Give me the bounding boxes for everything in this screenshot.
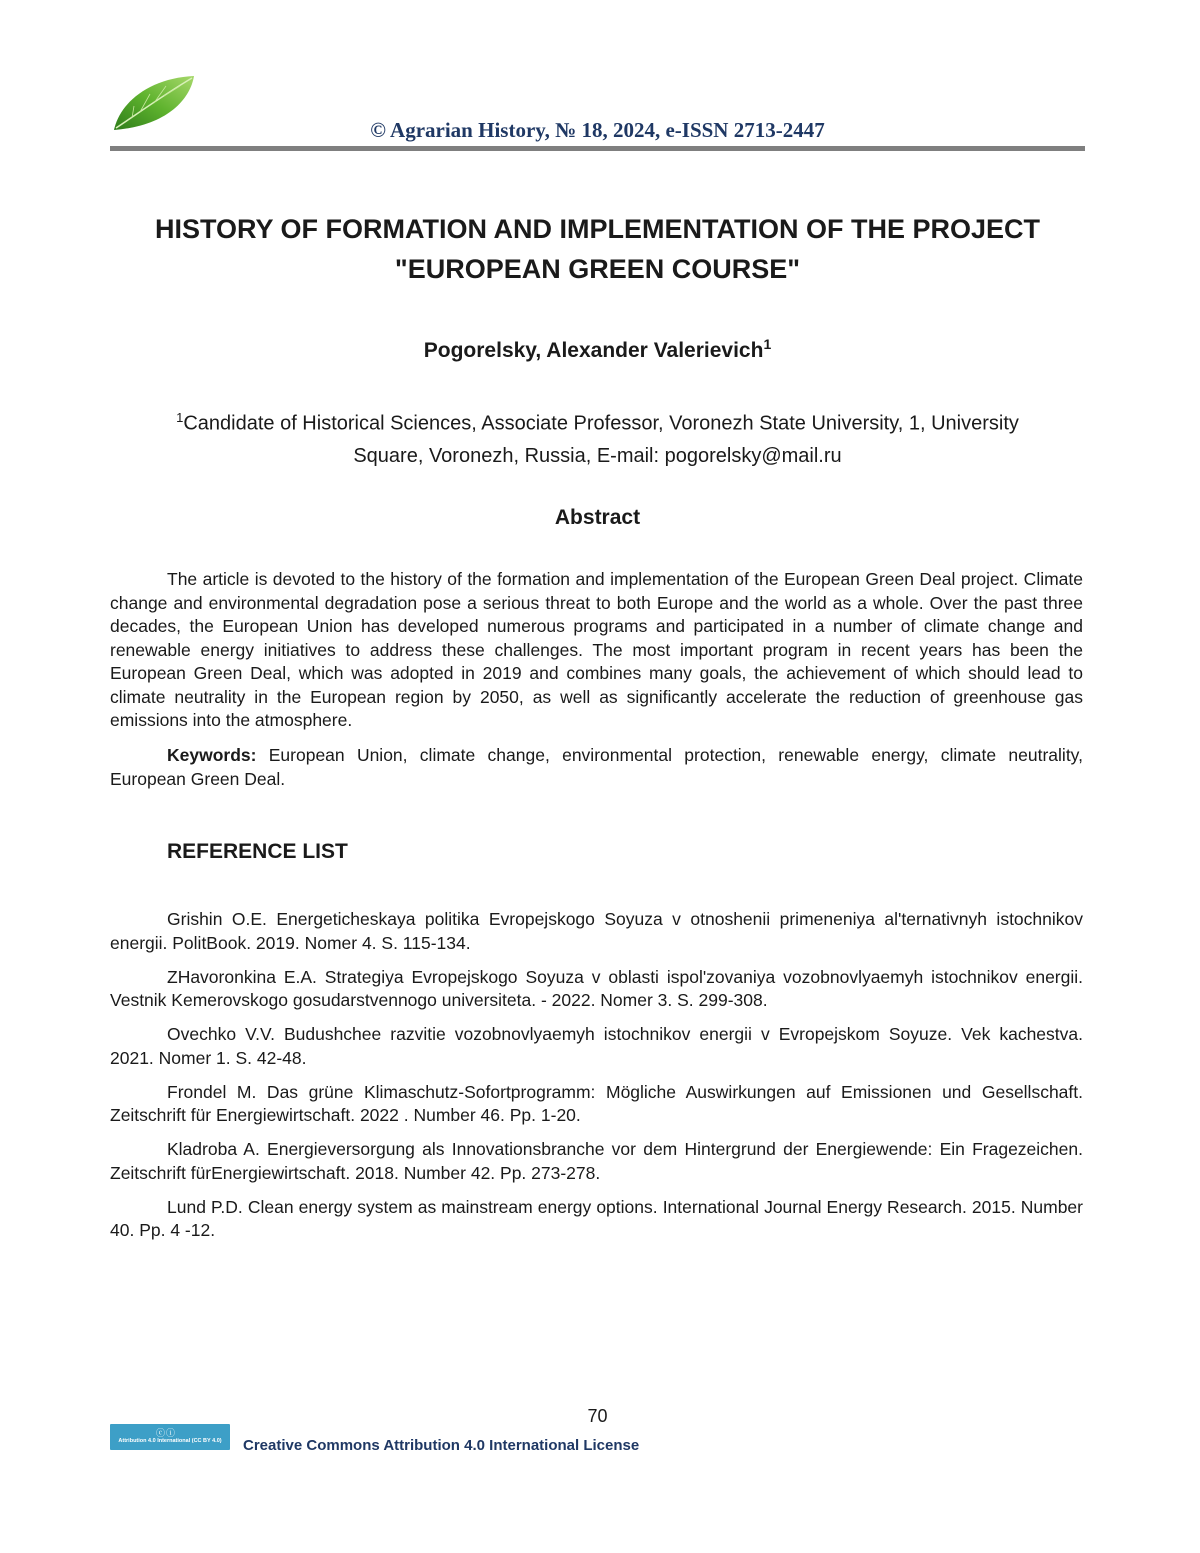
affiliation-superscript: 1 <box>176 410 184 425</box>
reference-item: Kladroba A. Energieversorgung als Innovationsbranche vor dem Hintergrund der Energiewende: Ein Fragezeichen. Zeitschrift fürEnergiewirtschaft. 2018. Number 42. Pp. 273-278. <box>110 1139 1083 1183</box>
cc-badge-text: Attribution 4.0 International (CC BY 4.0) <box>118 1438 222 1444</box>
abstract-text: The article is devoted to the history of the formation and implementation of the European Green Deal project. Climate change and environmental degradation pose a serious threat to both Europe and the world as a whole. Over the past three decades, the European Union has developed numerous programs and participated in a number of climate change and renewable energy initiatives to address these challenges. The most important program in recent years has been the European Green Deal, which was adopted in 2019 and combines many goals, the achievement of which should lead to climate neutrality in the European region by 2050, as well as significantly accelerate the reduction of greenhouse gas emissions into the atmosphere. <box>110 569 1083 730</box>
license-text: Creative Commons Attribution 4.0 International License <box>243 1437 640 1454</box>
keywords <box>110 744 1083 791</box>
author-name: Pogorelsky, Alexander Valerievich <box>423 339 764 362</box>
keywords-label: Keywords: <box>167 745 257 765</box>
cc-by-icon[interactable] <box>110 1424 230 1450</box>
paper-title <box>110 209 1085 289</box>
reference-item: Grishin O.E. Energeticheskaya politika Evropejskogo Soyuza v otnoshenii primeneniya al'ternativnyh istochnikov energii. PolitBook. 2019. Nomer 4. S. 115-134. <box>110 909 1083 953</box>
author-superscript: 1 <box>763 336 772 352</box>
paper-title-line-2: "EUROPEAN GREEN COURSE" <box>394 254 801 284</box>
keywords-text: European Union, climate change, environmental protection, renewable energy, climate neutrality, European Green Deal. <box>110 745 1083 789</box>
reference-list-heading: REFERENCE LIST <box>167 840 348 863</box>
abstract-heading: Abstract <box>554 506 641 529</box>
reference-item: Frondel M. Das grüne Klimaschutz-Sofortprogramm: Mögliche Auswirkungen auf Emissionen und Gesellschaft. Zeitschrift für Energiewirtschaft. 2022 . Number 46. Pp. 1-20. <box>110 1081 1083 1125</box>
journal-header: © Agrarian History, № 18, 2024, e-ISSN 2713-2447 <box>370 118 825 142</box>
reference-list <box>110 908 1083 1253</box>
reference-item: ZHavoronkina E.A. Strategiya Evropejskogo Soyuza v oblasti ispol'zovaniya vozobnovlyaemyh istochnikov energii. Vestnik Kemerovskogo gosudarstvennogo universiteta. - 2022. Nomer 3. S. 299-308. <box>110 966 1083 1010</box>
header-divider <box>110 146 1085 151</box>
affiliation-text: Candidate of Historical Sciences, Associate Professor, Voronezh State University, 1, University Square, Voronezh, Russia, E-mail: pogorelsky@mail.ru <box>183 412 1019 467</box>
paper-title-line-1: HISTORY OF FORMATION AND IMPLEMENTATION OF THE PROJECT <box>154 214 1040 244</box>
reference-item: Lund P.D. Clean energy system as mainstream energy options. International Journal Energy Research. 2015. Number 40. Pp. 4 -12. <box>110 1196 1083 1240</box>
reference-item: Ovechko V.V. Budushchee razvitie vozobnovlyaemyh istochnikov energii v Evropejskom Soyuze. Vek kachestva. 2021. Nomer 1. S. 42-48. <box>110 1024 1083 1068</box>
cc-badge-icons: ⓒⓘ <box>156 1428 177 1438</box>
page-number: 70 <box>587 1406 608 1426</box>
author <box>110 336 1085 363</box>
author-affiliation <box>140 402 1055 472</box>
